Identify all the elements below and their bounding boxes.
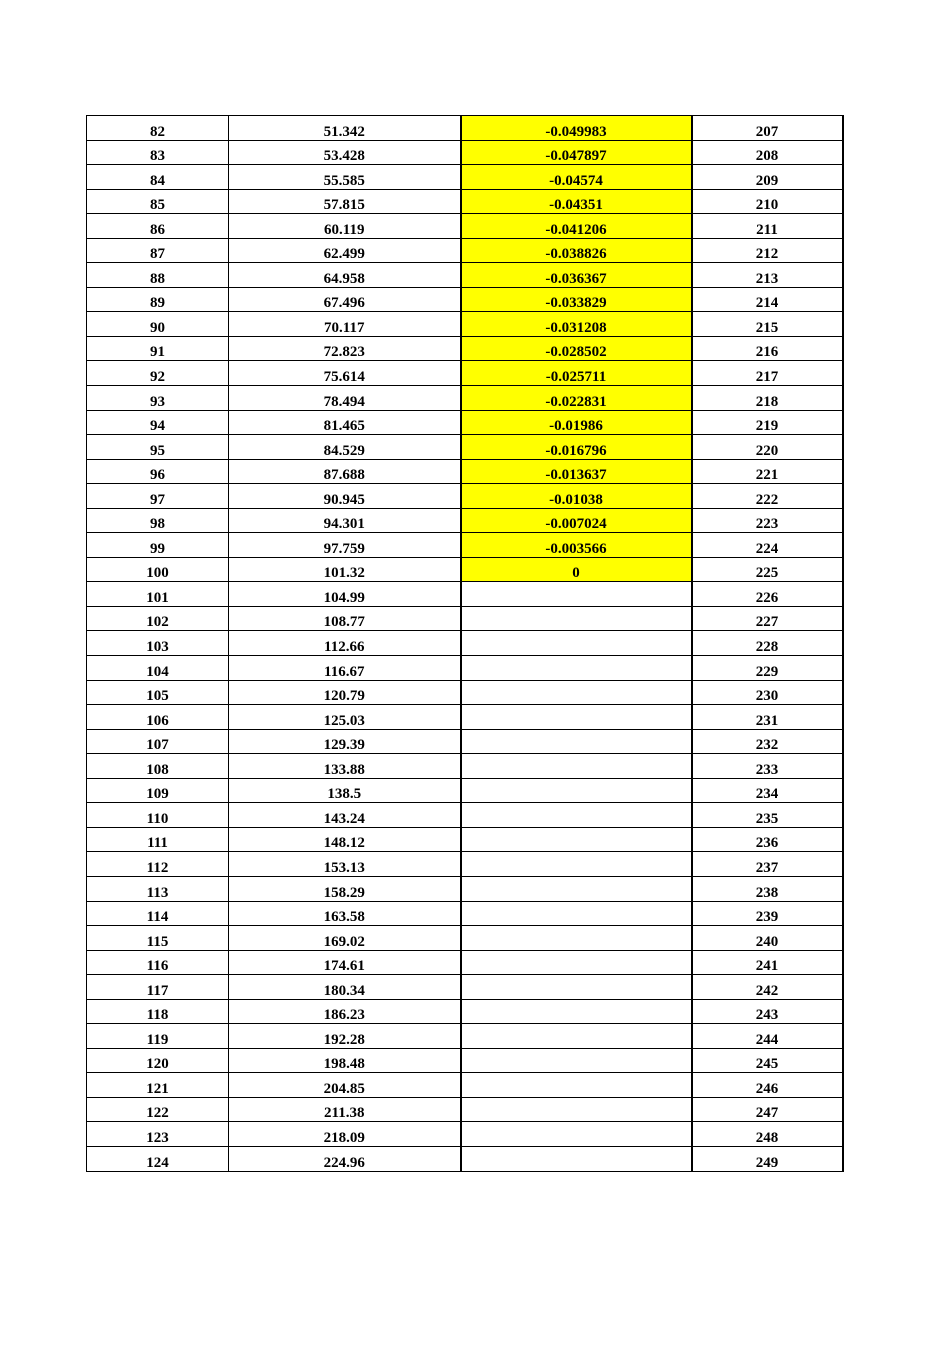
value-cell: 211.38 <box>229 1097 461 1122</box>
delta-cell <box>461 656 692 681</box>
delta-cell <box>461 1146 692 1171</box>
index-cell: 107 <box>87 729 229 754</box>
code-cell: 232 <box>692 729 843 754</box>
table-row <box>87 214 843 239</box>
code-cell: 210 <box>692 189 843 214</box>
delta-cell <box>461 803 692 828</box>
delta-cell <box>461 950 692 975</box>
value-cell: 75.614 <box>229 361 461 386</box>
index-cell: 96 <box>87 459 229 484</box>
delta-cell: -0.04574 <box>461 165 692 190</box>
delta-cell <box>461 852 692 877</box>
code-cell: 236 <box>692 827 843 852</box>
value-cell: 51.342 <box>229 116 461 141</box>
index-cell: 106 <box>87 705 229 730</box>
code-cell: 247 <box>692 1097 843 1122</box>
index-cell: 86 <box>87 214 229 239</box>
delta-cell: -0.022831 <box>461 386 692 411</box>
index-cell: 105 <box>87 680 229 705</box>
index-cell: 88 <box>87 263 229 288</box>
code-cell: 245 <box>692 1048 843 1073</box>
delta-cell: -0.013637 <box>461 459 692 484</box>
table-row <box>87 1073 843 1098</box>
value-cell: 112.66 <box>229 631 461 656</box>
delta-cell: -0.01038 <box>461 484 692 509</box>
code-cell: 224 <box>692 533 843 558</box>
index-cell: 104 <box>87 656 229 681</box>
code-cell: 215 <box>692 312 843 337</box>
value-cell: 78.494 <box>229 386 461 411</box>
table-row <box>87 705 843 730</box>
delta-cell: -0.036367 <box>461 263 692 288</box>
index-cell: 112 <box>87 852 229 877</box>
table-row <box>87 975 843 1000</box>
value-cell: 62.499 <box>229 238 461 263</box>
table-row <box>87 336 843 361</box>
delta-cell: -0.003566 <box>461 533 692 558</box>
delta-cell: -0.016796 <box>461 435 692 460</box>
value-cell: 192.28 <box>229 1024 461 1049</box>
code-cell: 238 <box>692 876 843 901</box>
code-cell: 218 <box>692 386 843 411</box>
index-cell: 114 <box>87 901 229 926</box>
delta-cell <box>461 1024 692 1049</box>
table-row <box>87 189 843 214</box>
index-cell: 124 <box>87 1146 229 1171</box>
code-cell: 208 <box>692 140 843 165</box>
table-row <box>87 386 843 411</box>
delta-cell <box>461 606 692 631</box>
index-cell: 117 <box>87 975 229 1000</box>
code-cell: 241 <box>692 950 843 975</box>
index-cell: 121 <box>87 1073 229 1098</box>
value-cell: 90.945 <box>229 484 461 509</box>
table-row <box>87 116 843 141</box>
code-cell: 229 <box>692 656 843 681</box>
code-cell: 248 <box>692 1122 843 1147</box>
index-cell: 110 <box>87 803 229 828</box>
code-cell: 216 <box>692 336 843 361</box>
value-cell: 64.958 <box>229 263 461 288</box>
delta-cell <box>461 778 692 803</box>
delta-cell <box>461 901 692 926</box>
code-cell: 222 <box>692 484 843 509</box>
delta-cell: -0.04351 <box>461 189 692 214</box>
table-row <box>87 1146 843 1171</box>
index-cell: 122 <box>87 1097 229 1122</box>
index-cell: 89 <box>87 287 229 312</box>
value-cell: 218.09 <box>229 1122 461 1147</box>
code-cell: 209 <box>692 165 843 190</box>
delta-cell <box>461 1073 692 1098</box>
value-cell: 174.61 <box>229 950 461 975</box>
index-cell: 94 <box>87 410 229 435</box>
value-cell: 148.12 <box>229 827 461 852</box>
value-cell: 198.48 <box>229 1048 461 1073</box>
table-row <box>87 1097 843 1122</box>
delta-cell: -0.049983 <box>461 116 692 141</box>
table-row <box>87 876 843 901</box>
value-cell: 163.58 <box>229 901 461 926</box>
index-cell: 111 <box>87 827 229 852</box>
code-cell: 214 <box>692 287 843 312</box>
code-cell: 219 <box>692 410 843 435</box>
code-cell: 240 <box>692 926 843 951</box>
value-cell: 129.39 <box>229 729 461 754</box>
value-cell: 104.99 <box>229 582 461 607</box>
table-row <box>87 287 843 312</box>
code-cell: 249 <box>692 1146 843 1171</box>
index-cell: 101 <box>87 582 229 607</box>
code-cell: 207 <box>692 116 843 141</box>
value-cell: 186.23 <box>229 999 461 1024</box>
delta-cell <box>461 705 692 730</box>
index-cell: 84 <box>87 165 229 190</box>
index-cell: 115 <box>87 926 229 951</box>
value-cell: 84.529 <box>229 435 461 460</box>
index-cell: 85 <box>87 189 229 214</box>
delta-cell <box>461 631 692 656</box>
delta-cell <box>461 876 692 901</box>
index-cell: 123 <box>87 1122 229 1147</box>
index-cell: 120 <box>87 1048 229 1073</box>
delta-cell <box>461 926 692 951</box>
table-row <box>87 754 843 779</box>
table-row <box>87 631 843 656</box>
table-row <box>87 852 843 877</box>
value-cell: 57.815 <box>229 189 461 214</box>
index-cell: 109 <box>87 778 229 803</box>
value-cell: 72.823 <box>229 336 461 361</box>
code-cell: 213 <box>692 263 843 288</box>
delta-cell <box>461 1097 692 1122</box>
table-row <box>87 263 843 288</box>
code-cell: 239 <box>692 901 843 926</box>
table-row <box>87 656 843 681</box>
table-row <box>87 484 843 509</box>
data-table-body <box>87 116 843 1172</box>
value-cell: 67.496 <box>229 287 461 312</box>
index-cell: 102 <box>87 606 229 631</box>
table-row <box>87 901 843 926</box>
index-cell: 97 <box>87 484 229 509</box>
table-row <box>87 557 843 582</box>
table-row <box>87 926 843 951</box>
code-cell: 212 <box>692 238 843 263</box>
code-cell: 225 <box>692 557 843 582</box>
value-cell: 97.759 <box>229 533 461 558</box>
code-cell: 217 <box>692 361 843 386</box>
value-cell: 53.428 <box>229 140 461 165</box>
code-cell: 221 <box>692 459 843 484</box>
value-cell: 55.585 <box>229 165 461 190</box>
table-row <box>87 1122 843 1147</box>
table-row <box>87 950 843 975</box>
table-row <box>87 410 843 435</box>
value-cell: 108.77 <box>229 606 461 631</box>
table-row <box>87 459 843 484</box>
table-row <box>87 1048 843 1073</box>
delta-cell <box>461 754 692 779</box>
index-cell: 99 <box>87 533 229 558</box>
table-row <box>87 680 843 705</box>
code-cell: 237 <box>692 852 843 877</box>
code-cell: 220 <box>692 435 843 460</box>
table-row <box>87 508 843 533</box>
value-cell: 87.688 <box>229 459 461 484</box>
index-cell: 116 <box>87 950 229 975</box>
delta-cell <box>461 827 692 852</box>
delta-cell <box>461 582 692 607</box>
index-cell: 103 <box>87 631 229 656</box>
code-cell: 231 <box>692 705 843 730</box>
delta-cell: -0.025711 <box>461 361 692 386</box>
value-cell: 133.88 <box>229 754 461 779</box>
value-cell: 94.301 <box>229 508 461 533</box>
index-cell: 93 <box>87 386 229 411</box>
delta-cell <box>461 999 692 1024</box>
code-cell: 230 <box>692 680 843 705</box>
table-row <box>87 165 843 190</box>
index-cell: 98 <box>87 508 229 533</box>
table-row <box>87 803 843 828</box>
value-cell: 204.85 <box>229 1073 461 1098</box>
value-cell: 180.34 <box>229 975 461 1000</box>
value-cell: 224.96 <box>229 1146 461 1171</box>
table-row <box>87 999 843 1024</box>
index-cell: 83 <box>87 140 229 165</box>
index-cell: 92 <box>87 361 229 386</box>
delta-cell <box>461 729 692 754</box>
delta-cell: -0.028502 <box>461 336 692 361</box>
delta-cell: 0 <box>461 557 692 582</box>
index-cell: 113 <box>87 876 229 901</box>
table-row <box>87 435 843 460</box>
table-row <box>87 140 843 165</box>
value-cell: 153.13 <box>229 852 461 877</box>
data-table <box>86 115 844 1172</box>
delta-cell <box>461 1048 692 1073</box>
code-cell: 242 <box>692 975 843 1000</box>
value-cell: 138.5 <box>229 778 461 803</box>
delta-cell: -0.047897 <box>461 140 692 165</box>
value-cell: 101.32 <box>229 557 461 582</box>
value-cell: 70.117 <box>229 312 461 337</box>
index-cell: 108 <box>87 754 229 779</box>
index-cell: 91 <box>87 336 229 361</box>
code-cell: 233 <box>692 754 843 779</box>
index-cell: 82 <box>87 116 229 141</box>
value-cell: 120.79 <box>229 680 461 705</box>
index-cell: 95 <box>87 435 229 460</box>
table-row <box>87 533 843 558</box>
code-cell: 228 <box>692 631 843 656</box>
delta-cell <box>461 680 692 705</box>
value-cell: 116.67 <box>229 656 461 681</box>
delta-cell: -0.01986 <box>461 410 692 435</box>
index-cell: 100 <box>87 557 229 582</box>
index-cell: 90 <box>87 312 229 337</box>
code-cell: 223 <box>692 508 843 533</box>
delta-cell: -0.031208 <box>461 312 692 337</box>
delta-cell: -0.007024 <box>461 508 692 533</box>
table-row <box>87 606 843 631</box>
code-cell: 244 <box>692 1024 843 1049</box>
table-row <box>87 361 843 386</box>
value-cell: 60.119 <box>229 214 461 239</box>
code-cell: 243 <box>692 999 843 1024</box>
code-cell: 226 <box>692 582 843 607</box>
delta-cell: -0.033829 <box>461 287 692 312</box>
table-row <box>87 312 843 337</box>
delta-cell: -0.038826 <box>461 238 692 263</box>
table-row <box>87 778 843 803</box>
index-cell: 118 <box>87 999 229 1024</box>
delta-cell <box>461 975 692 1000</box>
code-cell: 235 <box>692 803 843 828</box>
code-cell: 246 <box>692 1073 843 1098</box>
code-cell: 227 <box>692 606 843 631</box>
index-cell: 119 <box>87 1024 229 1049</box>
code-cell: 211 <box>692 214 843 239</box>
value-cell: 143.24 <box>229 803 461 828</box>
value-cell: 81.465 <box>229 410 461 435</box>
code-cell: 234 <box>692 778 843 803</box>
value-cell: 125.03 <box>229 705 461 730</box>
table-row <box>87 582 843 607</box>
table-row <box>87 729 843 754</box>
value-cell: 158.29 <box>229 876 461 901</box>
delta-cell: -0.041206 <box>461 214 692 239</box>
index-cell: 87 <box>87 238 229 263</box>
table-row <box>87 238 843 263</box>
value-cell: 169.02 <box>229 926 461 951</box>
delta-cell <box>461 1122 692 1147</box>
table-row <box>87 1024 843 1049</box>
table-row <box>87 827 843 852</box>
